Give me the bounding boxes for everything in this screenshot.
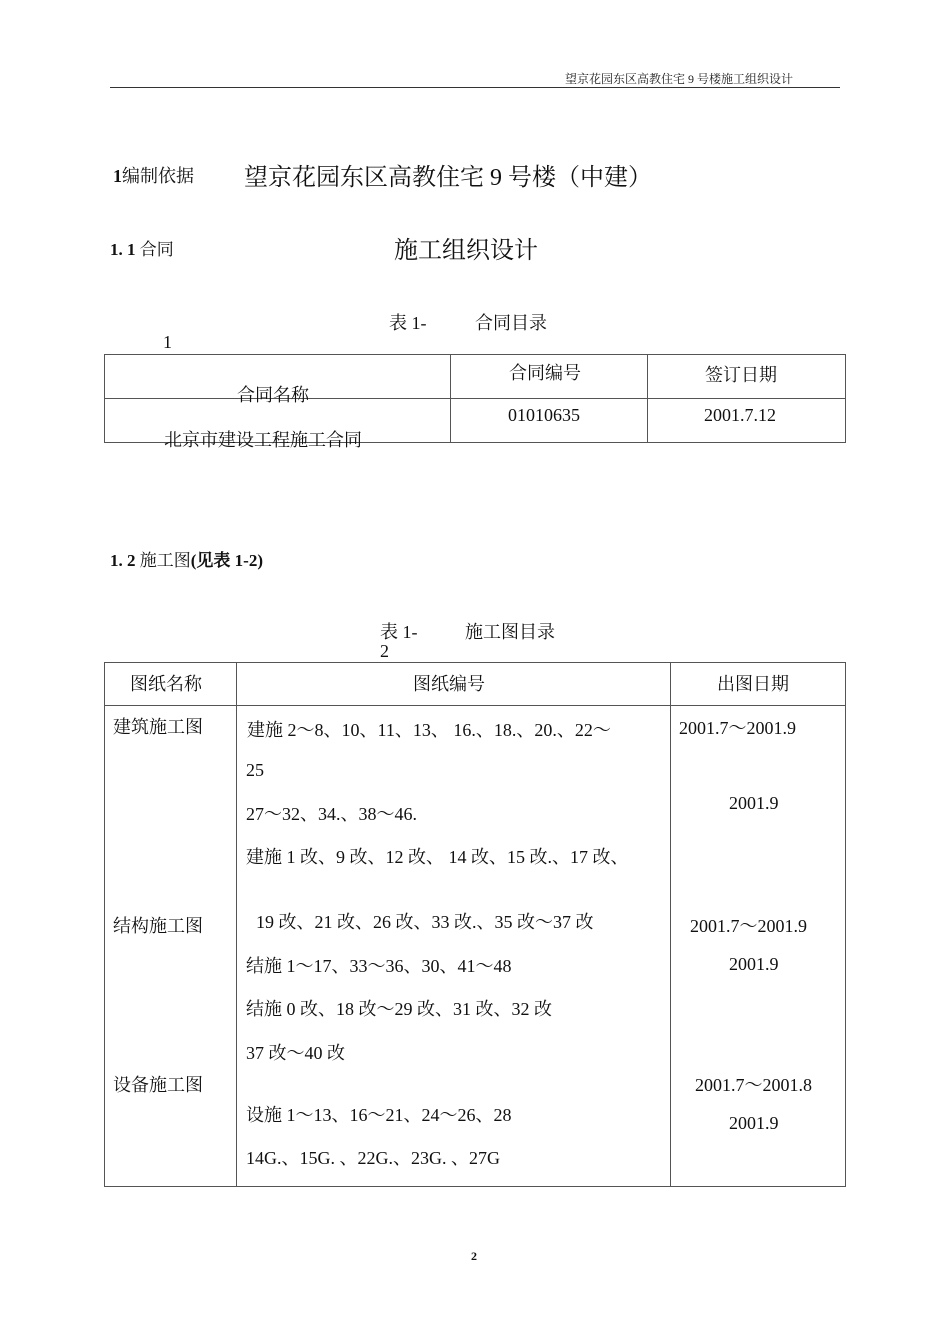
section-1-2-heading	[110, 546, 263, 571]
table2-date: 2001.9	[729, 954, 779, 974]
table2-date: 2001.9	[729, 1113, 779, 1133]
table1-header-number: 合同编号	[509, 363, 581, 383]
table2-number-line: 设施 1～13、16～21、24～26、28	[246, 1105, 512, 1125]
table1-cell-contract-number: 01010635	[508, 405, 580, 425]
table2-number-line: 结施 0 改、18 改～29 改、31 改、32 改	[246, 999, 552, 1019]
table2-col-divider-1	[236, 662, 237, 1187]
table2-top-border	[104, 662, 846, 663]
section-1-1-label: 合同	[139, 240, 174, 259]
table1-row-divider	[104, 398, 846, 399]
table1-header-name: 合同名称	[237, 385, 309, 405]
table2-header-date: 出图日期	[717, 674, 789, 694]
table1-caption-title: 合同目录	[475, 313, 547, 333]
running-header: 望京花园东区高教住宅 9 号楼施工组织设计	[565, 72, 794, 86]
document-title-line1: 望京花园东区高教住宅 9 号楼（中建）	[244, 165, 652, 191]
table2-date: 2001.7～2001.8	[695, 1075, 812, 1095]
section-1-1-number: 1. 1	[110, 240, 136, 259]
table2-number-line: 建施 1 改、9 改、12 改、 14 改、15 改.、17 改、	[246, 847, 629, 867]
table1-caption-prefix: 表 1-	[389, 313, 427, 333]
table2-bottom-border	[104, 1186, 846, 1187]
table1-top-border	[104, 354, 846, 355]
table2-number-line: 37 改～40 改	[246, 1043, 345, 1063]
table1-left-border	[104, 354, 105, 443]
header-rule	[110, 87, 840, 88]
section-1-label: 编制依据	[122, 166, 194, 186]
section-1-2-number: 1. 2	[110, 551, 136, 570]
table2-caption-prefix: 表 1-	[380, 622, 418, 642]
table2-name-equipment: 设备施工图	[113, 1075, 203, 1095]
table2-number-line: 结施 1～17、33～36、30、41～48	[246, 956, 512, 976]
document-title-line2: 施工组织设计	[394, 238, 538, 264]
table1-header-date: 签订日期	[705, 365, 777, 385]
table1-right-border	[845, 354, 846, 443]
table2-caption-suffix: 2	[380, 641, 389, 661]
table2-number-line: 25	[246, 760, 264, 780]
table1-caption-suffix: 1	[163, 332, 172, 352]
table2-name-structure: 结构施工图	[113, 916, 203, 936]
section-1-2-ref: (见表 1-2)	[190, 551, 263, 570]
table1-cell-contract-name: 北京市建设工程施工合同	[164, 430, 362, 450]
table2-right-border	[845, 662, 846, 1187]
table2-header-divider	[104, 705, 846, 706]
table2-number-line: 14G.、15G. 、22G.、23G. 、27G	[246, 1148, 500, 1168]
table1-col-divider-2	[647, 354, 648, 443]
table2-date: 2001.7～2001.9	[679, 718, 796, 738]
table2-number-line: 19 改、21 改、26 改、33 改.、35 改～37 改	[256, 912, 594, 932]
table1-cell-sign-date: 2001.7.12	[704, 405, 776, 425]
table2-number-line: 建施 2～8、10、11、13、 16.、18.、20.、22～	[247, 720, 611, 740]
table2-name-architecture: 建筑施工图	[113, 717, 203, 737]
table2-date: 2001.7～2001.9	[690, 916, 807, 936]
table2-header-number: 图纸编号	[413, 674, 485, 694]
section-1-heading	[113, 162, 194, 188]
section-1-number: 1	[113, 166, 122, 186]
table1-col-divider-1	[450, 354, 451, 443]
table2-header-name: 图纸名称	[130, 674, 202, 694]
page-number: 2	[471, 1249, 477, 1263]
table2-col-divider-2	[670, 662, 671, 1187]
section-1-1-heading	[110, 235, 174, 260]
table2-date: 2001.9	[729, 793, 779, 813]
table2-caption-title: 施工图目录	[465, 622, 555, 642]
table2-number-line: 27～32、34.、38～46.	[246, 804, 417, 824]
section-1-2-label: 施工图	[139, 551, 191, 570]
table2-left-border	[104, 662, 105, 1187]
